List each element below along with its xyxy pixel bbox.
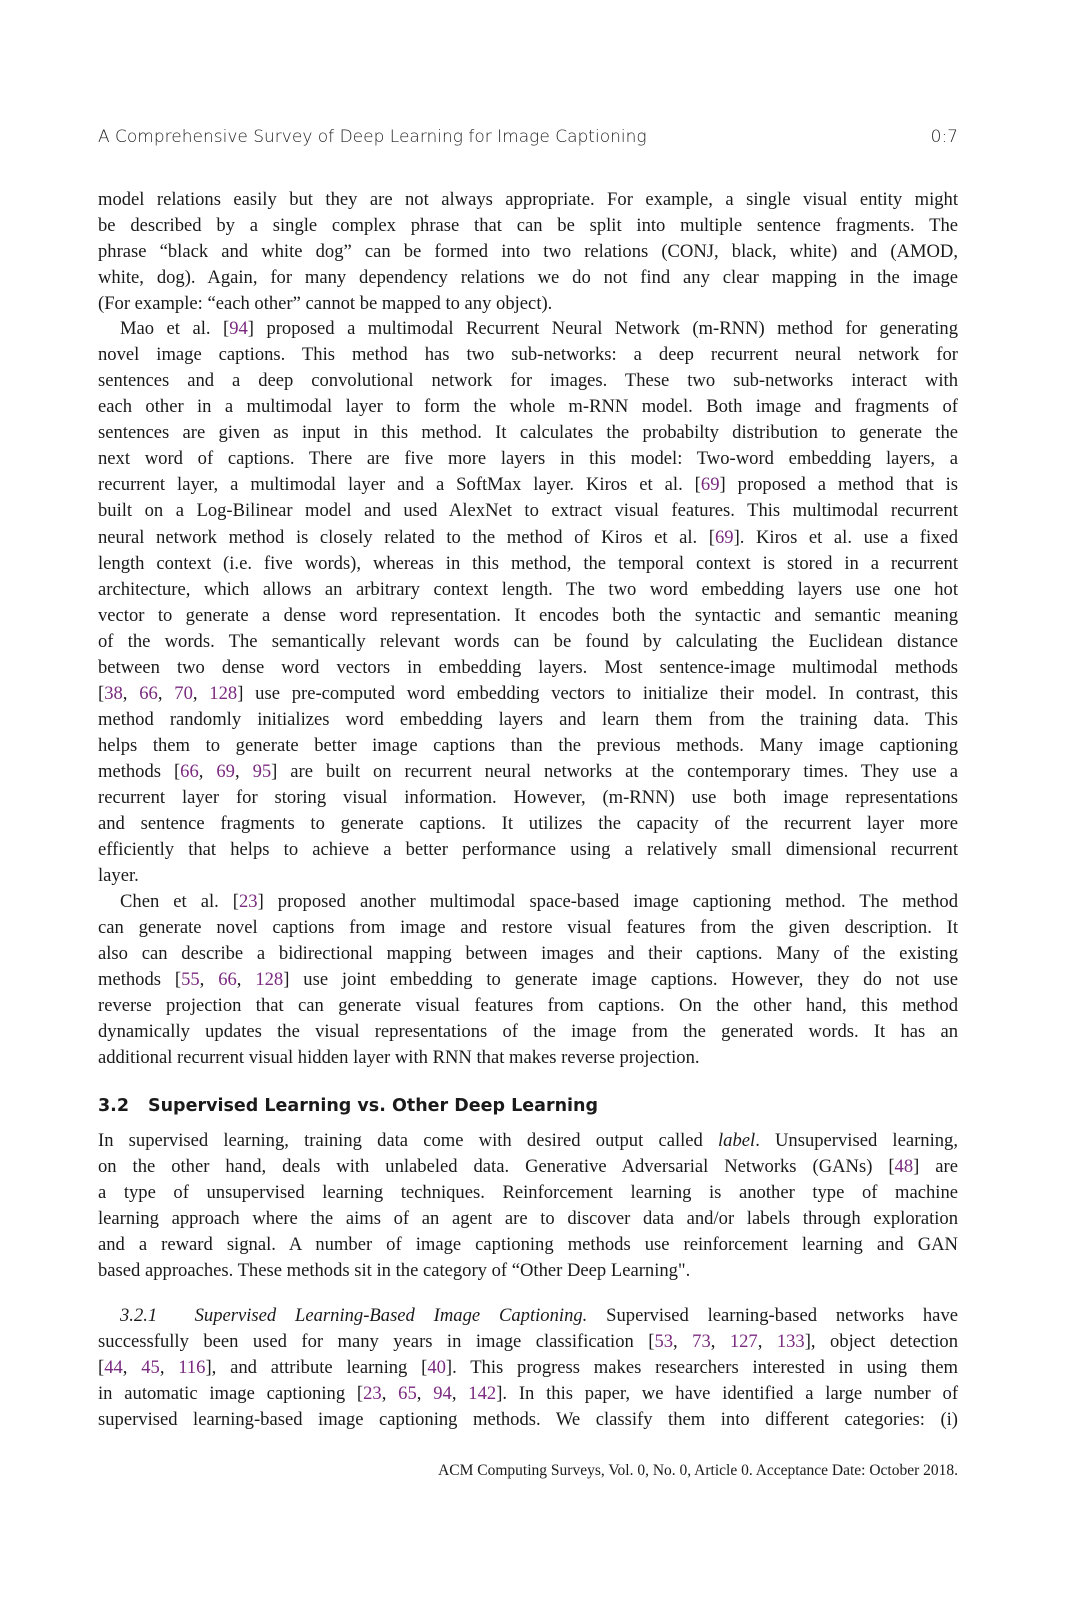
text-line	[98, 863, 958, 889]
text-line	[98, 915, 958, 941]
text-segment: built on a Log-Bilinear model and used AlexNet to extract visual features. This multimodal recurrent	[98, 500, 958, 522]
footer-citation: ACM Computing Surveys, Vol. 0, No. 0, Article 0. Acceptance Date: October 2018.	[438, 1462, 958, 1479]
text-line	[98, 759, 958, 785]
text-segment: . Unsupervised learning,	[755, 1130, 958, 1151]
text-line	[98, 1232, 958, 1258]
text-segment: be described by a single complex phrase that can be split into multiple sentence fragments. The	[98, 215, 958, 237]
text-segment: of the words. The semantically relevant words can be found by calculating the Euclidean distance	[98, 630, 958, 652]
text-segment: additional recurrent visual hidden layer with RNN that makes reverse projection.	[98, 1047, 700, 1069]
citation-link[interactable]: 133	[776, 1331, 805, 1353]
citation-link[interactable]: 38	[104, 682, 123, 704]
citation-link[interactable]: 94	[229, 318, 248, 339]
text-segment: architecture, which allows an arbitrary context length. The two word embedding layers use one hot	[98, 578, 958, 600]
text-line	[98, 1303, 958, 1329]
text-segment: successfully been used for many years in image classification [53, 73, 127, 133], object detection	[98, 1331, 959, 1353]
citation-link[interactable]: 48	[894, 1156, 914, 1178]
text-line	[98, 1019, 958, 1045]
text-segment: Supervised learning-based networks have	[587, 1305, 958, 1326]
citation-link[interactable]: 95	[252, 761, 272, 783]
italic-text: label	[718, 1130, 756, 1151]
italic-text: 3.2.1 Supervised Learning-Based Image Captioning.	[120, 1305, 588, 1326]
text-segment: in automatic image captioning [23, 65, 94, 142]. In this paper, we have identified a large number of	[98, 1383, 959, 1405]
text-line	[98, 1045, 958, 1071]
text-segment: on the other hand, deals with unlabeled data. Generative Adversarial Networks (GANs) [48] are	[98, 1156, 958, 1178]
text-line	[98, 707, 958, 733]
text-line	[98, 993, 958, 1019]
citation-link[interactable]: 65	[398, 1383, 417, 1405]
citation-link[interactable]: 128	[209, 682, 238, 704]
citation-link[interactable]: 66	[139, 682, 158, 704]
text-segment: and a reward signal. A number of image captioning methods use reinforcement learning and GAN	[98, 1234, 958, 1256]
citation-link[interactable]: 44	[104, 1357, 123, 1379]
text-line	[98, 941, 958, 967]
text-segment: sentences and a deep convolutional network for images. These two sub-networks interact with	[98, 370, 958, 392]
text-segment: phrase “black and white dog” can be formed into two relations (CONJ, black, white) and (AMOD,	[98, 241, 958, 263]
text-segment: vector to generate a dense word representation. It encodes both the syntactic and semantic meaning	[98, 604, 958, 626]
text-line	[98, 265, 958, 291]
citation-link[interactable]: 66	[180, 761, 199, 783]
citation-link[interactable]: 142	[468, 1383, 497, 1405]
citation-link[interactable]: 127	[729, 1331, 758, 1353]
section-heading	[98, 1096, 598, 1116]
text-line	[98, 1206, 958, 1232]
text-line	[98, 837, 958, 863]
text-line	[98, 1258, 958, 1284]
text-segment: and sentence fragments to generate captions. It utilizes the capacity of the recurrent layer more	[98, 813, 958, 835]
text-segment: methods [55, 66, 128] use joint embedding to generate image captions. However, they do not use	[98, 969, 959, 991]
text-line	[98, 967, 958, 993]
text-line	[98, 733, 958, 759]
text-segment: white, dog). Again, for many dependency relations we do not find any clear mapping in the image	[98, 267, 958, 289]
citation-link[interactable]: 73	[692, 1331, 711, 1353]
citation-link[interactable]: 69	[216, 761, 235, 783]
text-line	[98, 1128, 958, 1154]
text-segment: Mao et al. [94] proposed a multimodal Recurrent Neural Network (m-RNN) method for generating	[120, 318, 958, 339]
text-segment: based approaches. These methods sit in the category of “Other Deep Learning".	[98, 1260, 691, 1282]
text-segment: next word of captions. There are five more layers in this model: Two-word embedding layers, a	[98, 448, 958, 470]
text-segment: sentences are given as input in this method. It calculates the probabilty distribution to generate the	[98, 422, 958, 444]
text-line	[98, 551, 958, 577]
text-line	[98, 629, 958, 655]
text-line	[98, 1407, 958, 1433]
text-line	[98, 889, 958, 915]
text-segment: a type of unsupervised learning techniques. Reinforcement learning is another type of machine	[98, 1182, 958, 1204]
text-line	[98, 603, 958, 629]
text-line	[98, 525, 958, 551]
text-line	[98, 1180, 958, 1206]
text-segment: supervised learning-based image captioning methods. We classify them into different categories: (i)	[98, 1409, 958, 1431]
text-line	[98, 342, 958, 368]
text-line	[98, 1329, 958, 1355]
text-line	[98, 446, 958, 472]
citation-link[interactable]: 40	[427, 1357, 446, 1379]
citation-link[interactable]: 66	[218, 969, 237, 991]
text-line	[98, 655, 958, 681]
text-line	[98, 1355, 958, 1381]
text-segment: method randomly initializes word embedding layers and learn them from the training data. This	[98, 709, 958, 731]
text-line	[98, 811, 958, 837]
citation-link[interactable]: 116	[178, 1357, 206, 1379]
text-segment: neural network method is closely related to the method of Kiros et al. [69]. Kiros et al. use a fixed	[98, 526, 959, 548]
citation-link[interactable]: 94	[433, 1383, 452, 1405]
text-segment: model relations easily but they are not always appropriate. For example, a single visual entity might	[98, 189, 958, 210]
citation-link[interactable]: 53	[654, 1331, 674, 1353]
page-number: 0:7	[930, 127, 958, 147]
citation-link[interactable]: 69	[700, 474, 720, 496]
text-segment: also can describe a bidirectional mapping between images and their captions. Many of the existing	[98, 943, 958, 965]
text-segment: Chen et al. [23] proposed another multimodal space-based image captioning method. The method	[120, 891, 959, 912]
citation-link[interactable]: 69	[714, 526, 734, 548]
citation-link[interactable]: 23	[238, 891, 258, 912]
section-title: Supervised Learning vs. Other Deep Learning	[148, 1096, 599, 1116]
text-segment: recurrent layer for storing visual information. However, (m-RNN) use both image representations	[98, 787, 958, 809]
text-segment: [44, 45, 116], and attribute learning [40]. This progress makes researchers interested in using them	[98, 1357, 959, 1379]
text-segment: dynamically updates the visual representations of the image from the generated words. It has an	[98, 1021, 958, 1043]
text-segment: between two dense word vectors in embedding layers. Most sentence-image multimodal methods	[98, 656, 958, 678]
text-segment: In supervised learning, training data come with desired output called	[98, 1130, 718, 1151]
text-line	[98, 498, 958, 524]
text-segment: reverse projection that can generate visual features from captions. On the other hand, this method	[98, 995, 958, 1017]
text-line	[98, 420, 958, 446]
text-segment: recurrent layer, a multimodal layer and a SoftMax layer. Kiros et al. [69] proposed a method that is	[98, 474, 958, 496]
text-segment: [38, 66, 70, 128] use pre-computed word embedding vectors to initialize their model. In contrast, this	[98, 682, 958, 704]
text-line	[98, 187, 958, 213]
text-line	[98, 1381, 958, 1407]
text-line	[98, 213, 958, 239]
text-segment: novel image captions. This method has two sub-networks: a deep recurrent neural network for	[98, 344, 958, 366]
text-line	[98, 785, 958, 811]
citation-link[interactable]: 128	[255, 969, 284, 991]
text-line	[98, 291, 958, 317]
text-segment: can generate novel captions from image and restore visual features from the given description. It	[98, 917, 958, 939]
text-line	[98, 394, 958, 420]
text-segment: each other in a multimodal layer to form the whole m-RNN model. Both image and fragments of	[98, 396, 958, 418]
text-segment: length context (i.e. five words), whereas in this method, the temporal context is stored in a recurrent	[98, 552, 958, 574]
section-number: 3.2	[98, 1096, 130, 1116]
text-segment: methods [66, 69, 95] are built on recurrent neural networks at the contemporary times. They use a	[98, 761, 959, 783]
text-segment: efficiently that helps to achieve a better performance using a relatively small dimensional recurrent	[98, 839, 958, 861]
citation-link[interactable]: 70	[174, 682, 193, 704]
text-line	[98, 681, 958, 707]
text-line	[98, 316, 958, 342]
citation-link[interactable]: 45	[141, 1357, 160, 1379]
text-line	[98, 577, 958, 603]
text-segment: learning approach where the aims of an agent are to discover data and/or labels through exploration	[98, 1208, 958, 1230]
text-segment: (For example: “each other” cannot be mapped to any object).	[98, 293, 553, 315]
citation-link[interactable]: 23	[363, 1383, 382, 1405]
text-line	[98, 1154, 958, 1180]
running-title: A Comprehensive Survey of Deep Learning for Image Captioning	[98, 127, 647, 147]
text-segment: layer.	[98, 865, 139, 887]
text-line	[98, 368, 958, 394]
text-segment: helps them to generate better image captions than the previous methods. Many image captioning	[98, 735, 958, 757]
text-line	[98, 472, 958, 498]
text-line	[98, 239, 958, 265]
citation-link[interactable]: 55	[181, 969, 200, 991]
